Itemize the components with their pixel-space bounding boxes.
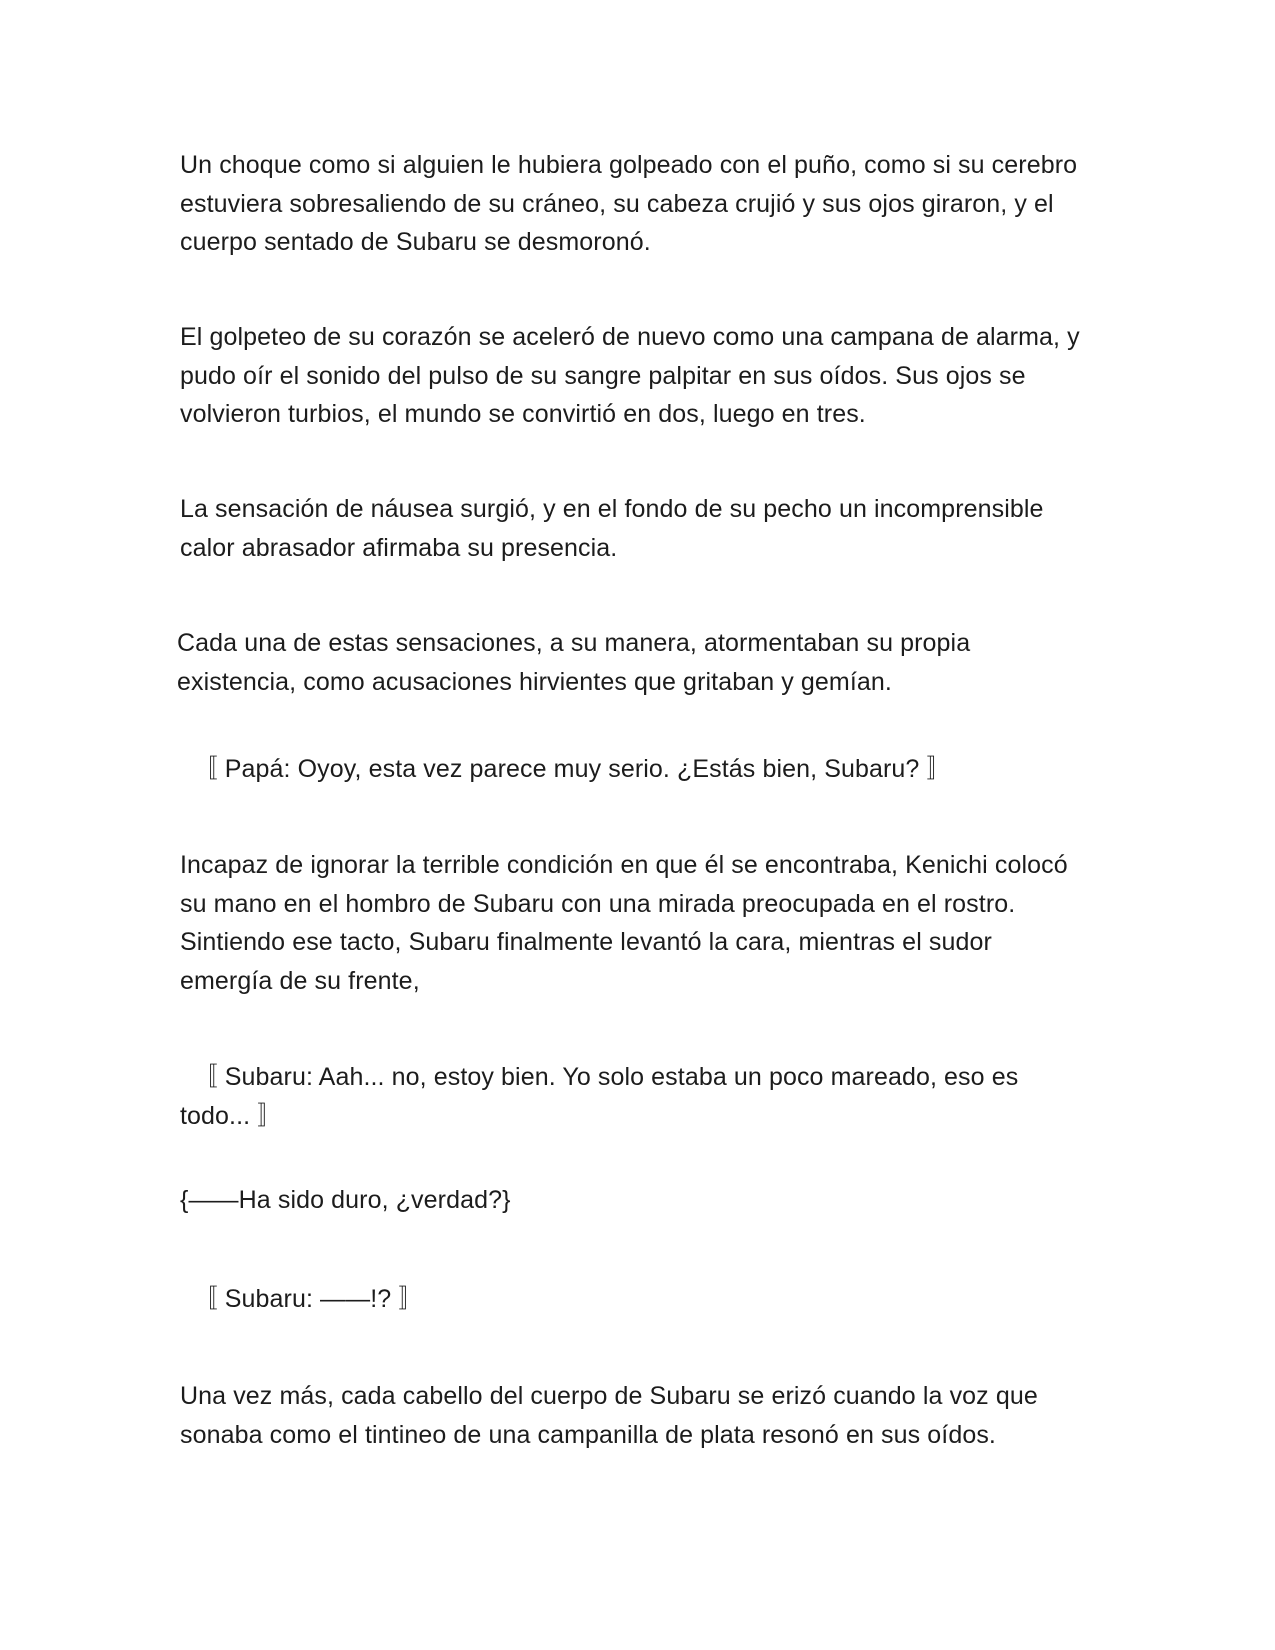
paragraph-sensations: Cada una de estas sensaciones, a su manera, atormentaban su propia existencia, como acusaciones hirvientes que gritaban y gemían. [177, 629, 971, 696]
paragraph-heartbeat: El golpeteo de su corazón se aceleró de nuevo como una campana de alarma, y pudo oír el sonido del pulso de su sangre palpitar en sus oídos. Sus ojos se volvieron turbios, el mundo se convirtió en dos, luego en tres. [180, 323, 1080, 428]
paragraph-impact: Un choque como si alguien le hubiera golpeado con el puño, como si su cerebro estuviera sobresaliendo de su cráneo, su cabeza crujió y sus ojos giraron, y el cuerpo sentado de Subaru se desmoronó. [180, 151, 1078, 256]
paragraph-kenichi: Incapaz de ignorar la terrible condición en que él se encontraba, Kenichi colocó su mano en el hombro de Subaru con una mirada preocupada en el rostro. Sintiendo ese tacto, Subaru finalmente levantó la cara, mientras el sudor emergía de su frente, [180, 851, 1068, 995]
dialogue-subaru-shock: 〚 Subaru: ——!? 〛 [180, 1285, 424, 1313]
paragraph-nausea: La sensación de náusea surgió, y en el fondo de su pecho un incomprensible calor abrasador afirmaba su presencia. [180, 495, 1044, 562]
dialogue-papa: 〚 Papá: Oyoy, esta vez parece muy serio. ¿Estás bien, Subaru? 〛 [180, 755, 952, 783]
paragraph-silver-bell: Una vez más, cada cabello del cuerpo de Subaru se erizó cuando la voz que sonaba como el tintineo de una campanilla de plata resonó en sus oídos. [180, 1382, 1038, 1449]
voice-line: {——Ha sido duro, ¿verdad?} [180, 1186, 511, 1214]
dialogue-subaru-dizzy: 〚 Subaru: Aah... no, estoy bien. Yo solo estaba un poco mareado, eso es todo... 〛 [180, 1063, 1019, 1130]
